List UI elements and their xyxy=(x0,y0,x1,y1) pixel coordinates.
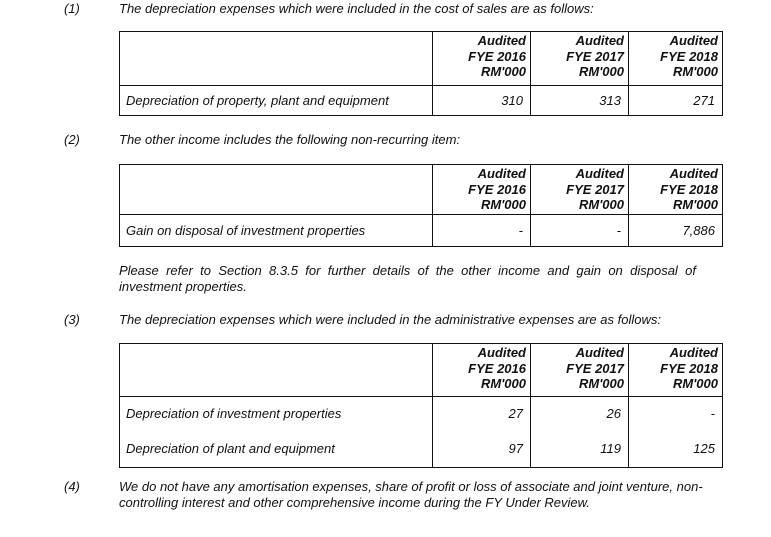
header-fye-2018: Audited FYE 2018 RM'000 xyxy=(629,32,723,86)
value-fye-2016: - xyxy=(433,215,531,247)
non-recurring-item-table xyxy=(119,164,723,247)
header-empty-cell xyxy=(120,165,433,215)
section-2-text: The other income includes the following non-recurring item: xyxy=(119,132,461,147)
section-2-note: Please refer to Section 8.3.5 for further details of the other income and gain on disposal of investment properties. xyxy=(119,263,696,294)
row-label: Depreciation of investment properties xyxy=(120,397,433,430)
header-fye-2018: Audited FYE 2018 RM'000 xyxy=(629,165,723,215)
header-fye-2017: Audited FYE 2017 RM'000 xyxy=(531,165,629,215)
section-4-text: We do not have any amortisation expenses, share of profit or loss of associate and joint venture, non-controlling interest and other comprehensive income during the FY Under Review. xyxy=(119,479,703,510)
value-fye-2018: 7,886 xyxy=(629,215,723,247)
row-label: Depreciation of property, plant and equipment xyxy=(120,86,433,116)
value-fye-2018: - xyxy=(629,397,723,430)
row-label: Gain on disposal of investment properties xyxy=(120,215,433,247)
value-fye-2018: 271 xyxy=(629,86,723,116)
table-row xyxy=(120,215,723,247)
value-fye-2017: 26 xyxy=(531,397,629,430)
table-header-row xyxy=(120,344,723,397)
table-row xyxy=(120,86,723,116)
section-1-number: (1) xyxy=(64,1,80,16)
header-fye-2016: Audited FYE 2016 RM'000 xyxy=(433,165,531,215)
section-1-text: The depreciation expenses which were included in the cost of sales are as follows: xyxy=(119,1,594,16)
header-fye-2017: Audited FYE 2017 RM'000 xyxy=(531,32,629,86)
value-fye-2016: 27 xyxy=(433,397,531,430)
table-row xyxy=(120,430,723,468)
row-label: Depreciation of plant and equipment xyxy=(120,430,433,468)
section-4-number: (4) xyxy=(64,479,80,494)
header-fye-2018: Audited FYE 2018 RM'000 xyxy=(629,344,723,397)
section-3-text: The depreciation expenses which were included in the administrative expenses are as follows: xyxy=(119,312,661,327)
table-header-row xyxy=(120,32,723,86)
table-header-row xyxy=(120,165,723,215)
section-2-number: (2) xyxy=(64,132,80,147)
header-fye-2016: Audited FYE 2016 RM'000 xyxy=(433,344,531,397)
value-fye-2016: 310 xyxy=(433,86,531,116)
administrative-depreciation-table xyxy=(119,343,723,468)
value-fye-2017: 119 xyxy=(531,430,629,468)
value-fye-2016: 97 xyxy=(433,430,531,468)
header-empty-cell xyxy=(120,344,433,397)
table-row xyxy=(120,397,723,430)
cost-of-sales-depreciation-table xyxy=(119,31,723,116)
header-empty-cell xyxy=(120,32,433,86)
header-fye-2016: Audited FYE 2016 RM'000 xyxy=(433,32,531,86)
section-3-number: (3) xyxy=(64,312,80,327)
value-fye-2017: - xyxy=(531,215,629,247)
value-fye-2017: 313 xyxy=(531,86,629,116)
header-fye-2017: Audited FYE 2017 RM'000 xyxy=(531,344,629,397)
value-fye-2018: 125 xyxy=(629,430,723,468)
